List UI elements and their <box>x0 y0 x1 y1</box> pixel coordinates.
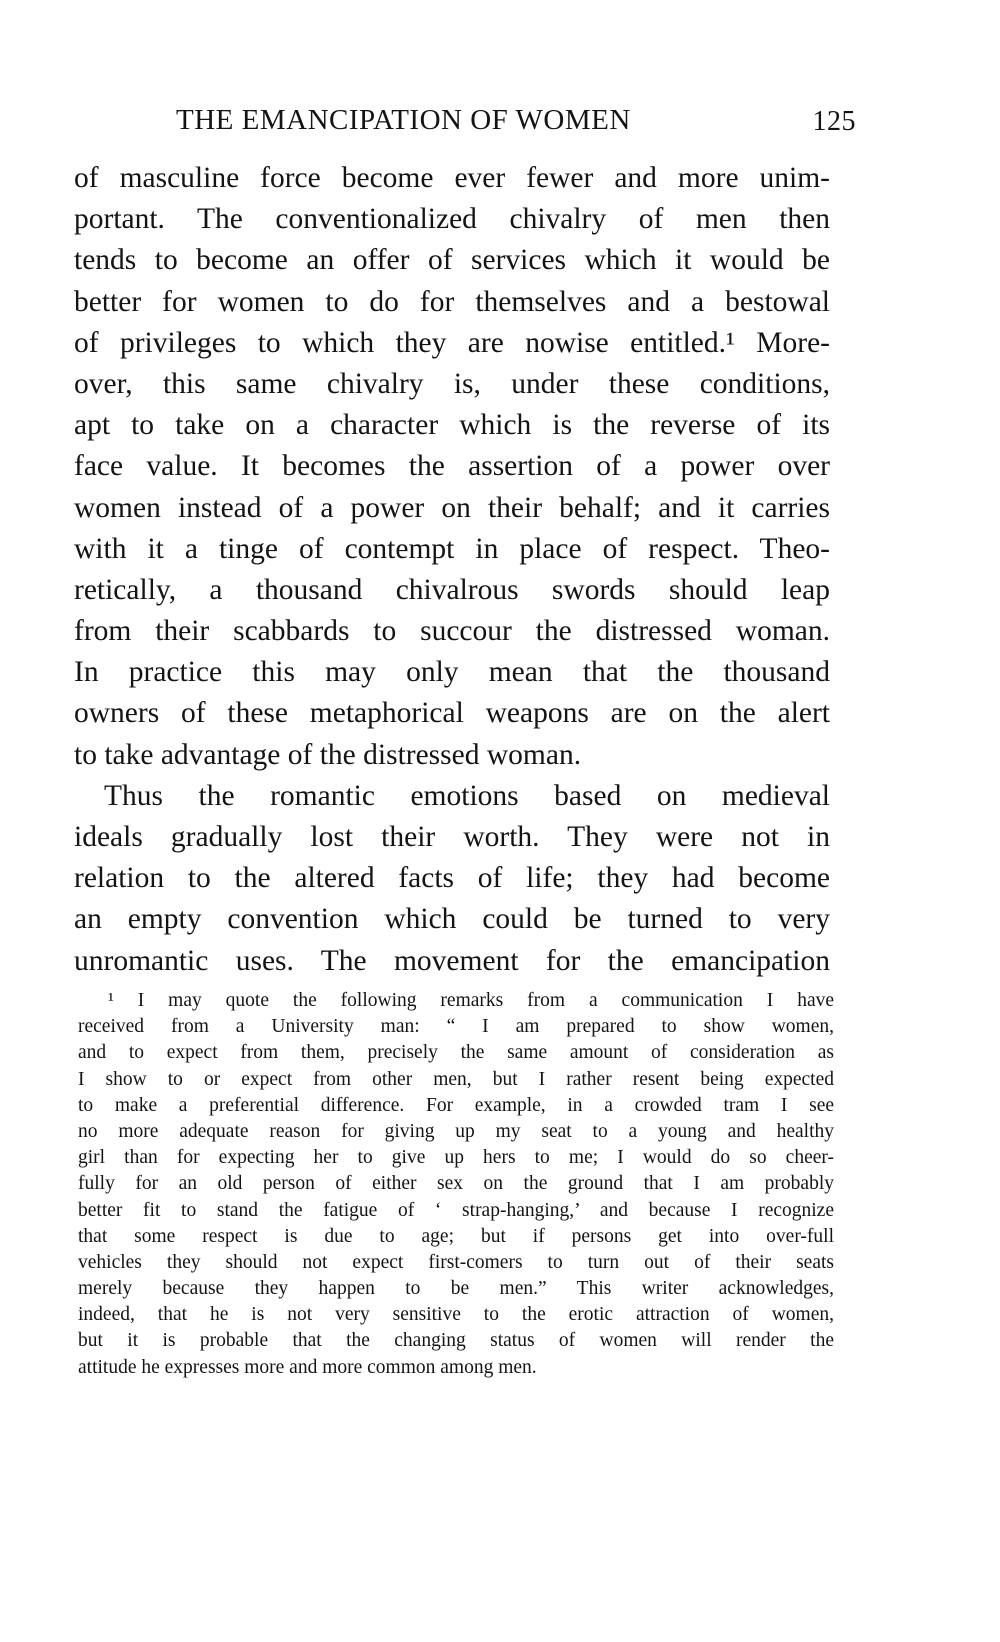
text-line: tends to become an offer of services which it would be <box>74 244 830 277</box>
text-line: of masculine force become ever fewer and more unim- <box>74 162 830 194</box>
text-line: In practice this may only mean that the thousand <box>74 656 830 689</box>
footnote-line: that some respect is due to age; but if persons get into over-full <box>78 1225 834 1247</box>
text-line: owners of these metaphorical weapons are on the alert <box>74 697 830 730</box>
text-line: apt to take on a character which is the reverse of its <box>74 409 830 442</box>
text-line: ideals gradually lost their worth. They were not in <box>74 821 830 853</box>
text-line: women instead of a power on their behalf; and it carries <box>74 491 830 524</box>
text-line: relation to the altered facts of life; they had become <box>74 862 830 895</box>
footnote-line: merely because they happen to be men.” This writer acknowledges, <box>78 1278 834 1300</box>
footnote-line: to make a preferential difference. For example, in a crowded tram I see <box>78 1094 834 1116</box>
footnote-line: better fit to stand the fatigue of ‘ strap-hanging,’ and because I recognize <box>78 1199 834 1221</box>
footnote-line: vehicles they should not expect first-comers to turn out of their seats <box>78 1251 834 1273</box>
text-line: to take advantage of the distressed woman. <box>74 738 582 771</box>
footnote-line: but it is probable that the changing status of women will render the <box>78 1330 834 1352</box>
main-text <box>74 158 830 982</box>
footnote-line: no more adequate reason for giving up my seat to a young and healthy <box>78 1120 834 1142</box>
running-title: THE EMANCIPATION OF WOMEN <box>176 104 631 136</box>
footnote-line: received from a University man: “ I am prepared to show women, <box>78 1016 834 1038</box>
footnote-line: attitude he expresses more and more common among men. <box>78 1356 537 1378</box>
footnote-line: I show to or expect from other men, but I rather resent being expected <box>78 1068 834 1090</box>
text-line: unromantic uses. The movement for the emancipation <box>74 944 830 977</box>
footnote-line: indeed, that he is not very sensitive to the erotic attraction of women, <box>78 1304 834 1326</box>
footnote-line: and to expect from them, precisely the same amount of consideration as <box>78 1042 834 1064</box>
text-line: portant. The conventionalized chivalry of men then <box>74 203 830 236</box>
text-line: better for women to do for themselves and a bestowal <box>74 285 830 318</box>
footnote-line: ¹ I may quote the following remarks from a communication I have <box>108 990 834 1011</box>
text-line: over, this same chivalry is, under these conditions, <box>74 367 830 400</box>
footnote-line: girl than for expecting her to give up hers to me; I would do so cheer- <box>78 1147 834 1169</box>
footnote-line: fully for an old person of either sex on the ground that I am probably <box>78 1173 834 1195</box>
text-line: with it a tinge of contempt in place of respect. Theo- <box>74 532 830 565</box>
text-line: an empty convention which could be turned to very <box>74 903 830 936</box>
text-line: from their scabbards to succour the distressed woman. <box>74 615 830 648</box>
footnote <box>78 988 834 1381</box>
text-line: Thus the romantic emotions based on medieval <box>104 779 830 812</box>
page-header <box>176 104 856 144</box>
text-line: face value. It becomes the assertion of a power over <box>74 450 830 483</box>
text-line: of privileges to which they are nowise entitled.¹ More- <box>74 326 830 359</box>
page-number: 125 <box>812 106 856 137</box>
text-line: retically, a thousand chivalrous swords should leap <box>74 573 830 606</box>
